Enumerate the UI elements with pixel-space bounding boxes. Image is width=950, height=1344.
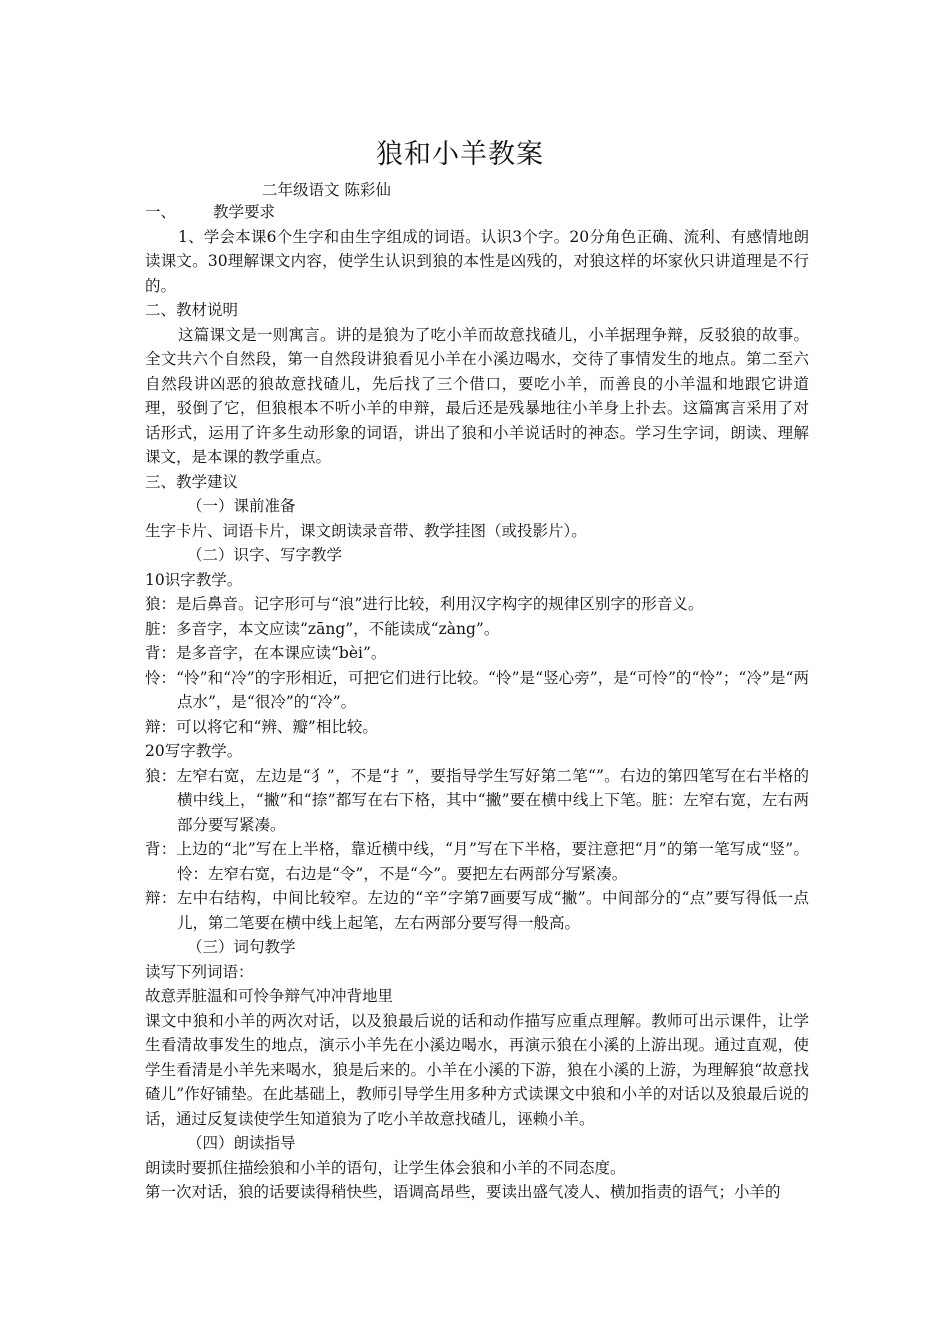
section-heading-3: 三、教学建议 bbox=[145, 472, 239, 491]
paragraph: 这篇课文是一则寓言。讲的是狼为了吃小羊而故意找碴儿，小羊据理争辩，反驳狼的故事。全文共六个自然段，第一自然段讲狼看见小羊在小溪边喝水，交待了事情发生的地点。第二至六自然段讲凶恶的狼故意找碴儿，先后找了三个借口，要吃小羊，而善良的小羊温和地跟它讲道理，驳倒了它，但狼根本不听小羊的申辩，最后还是残暴地往小羊身上扑去。这篇寓言采用了对话形式，运用了许多生动形象的词语，讲出了狼和小羊说话时的神态。学习生字词，朗读、理解课文，是本课的教学重点。 bbox=[145, 325, 809, 466]
subsection-heading: （三）词句教学 bbox=[187, 938, 296, 956]
paragraph: 辩：左中右结构，中间比较窄。左边的“辛”字第7画要写成“撇”。中间部分的“点”要写得低一点儿，第二笔要在横中线上起笔，左右两部分要写得一般高。 bbox=[145, 889, 809, 932]
subsection-heading: （一）课前准备 bbox=[187, 497, 296, 515]
page-title: 狼和小羊教案 bbox=[376, 139, 544, 170]
subsection-heading: （二）识字、写字教学 bbox=[187, 546, 343, 564]
paragraph: 10识字教学。 bbox=[145, 570, 243, 589]
paragraph: 狼：左窄右宽，左边是“犭”，不是“扌”，要指导学生写好第二笔“”。右边的第四笔写在右半格的横中线上，“撇”和“捺”都写在右下格，其中“撇”要在横中线上下笔。脏：左窄右宽，左右两部分要写紧凑。 bbox=[145, 766, 809, 834]
paragraph: 朗读时要抓住描绘狼和小羊的语句，让学生体会狼和小羊的不同态度。 bbox=[145, 1158, 626, 1177]
section-heading-1 bbox=[145, 200, 809, 225]
paragraph: 背：是多音字，在本课应读“bèi”。 bbox=[145, 644, 387, 662]
paragraph: 辩：可以将它和“辨、瓣”相比较。 bbox=[145, 717, 378, 736]
section-title: 教学要求 bbox=[213, 203, 276, 221]
section-heading-2: 二、教材说明 bbox=[145, 301, 239, 319]
paragraph: 狼：是后鼻音。记字形可与“浪”进行比较，利用汉字构字的规律区别字的形音义。 bbox=[145, 595, 704, 613]
paragraph: 1、学会本课6个生字和由生字组成的词语。认识3个字。20分角色正确、流利、有感情地朗读课文。30理解课文内容，使学生认识到狼的本性是凶残的，对狼这样的坏家伙只讲道理是不行的。 bbox=[145, 227, 809, 295]
paragraph: 故意弄脏温和可怜争辩气冲冲背地里 bbox=[145, 987, 394, 1005]
paragraph: 生字卡片、词语卡片，课文朗读录音带、教学挂图（或投影片）。 bbox=[145, 521, 587, 540]
author-line: 二年级语文 陈彩仙 bbox=[262, 181, 391, 199]
paragraph: 怜：“怜”和“冷”的字形相近，可把它们进行比较。“怜”是“竖心旁”，是“可怜”的“怜”；“冷”是“两点水”，是“很冷”的“冷”。 bbox=[145, 668, 809, 711]
paragraph: 20写字教学。 bbox=[145, 742, 243, 760]
paragraph: 读写下列词语： bbox=[145, 962, 254, 981]
document-body bbox=[145, 200, 809, 1205]
subsection-heading: （四）朗读指导 bbox=[187, 1134, 296, 1152]
section-number: 一、 bbox=[145, 203, 177, 221]
paragraph: 课文中狼和小羊的两次对话，以及狼最后说的话和动作描写应重点理解。教师可出示课件，让学生看清故事发生的地点，演示小羊先在小溪边喝水，再演示狼在小溪的上游出现。通过直观，使学生看清是小羊先来喝水，狼是后来的。小羊在小溪的下游，狼在小溪的上游，为理解狼“故意找碴儿”作好铺垫。在此基础上，教师引导学生用多种方式读课文中狼和小羊的对话以及狼最后说的话，通过反复读使学生知道狼为了吃小羊故意找碴儿，诬赖小羊。 bbox=[145, 1011, 809, 1128]
paragraph: 背：上边的“北”写在上半格，靠近横中线，“月”写在下半格，要注意把“月”的第一笔写成“竖”。怜：左窄右宽，右边是“令”，不是“今”。要把左右两部分写紧凑。 bbox=[145, 840, 809, 883]
paragraph: 第一次对话，狼的话要读得稍快些，语调高昂些，要读出盛气凌人、横加指责的语气；小羊的 bbox=[145, 1183, 781, 1201]
paragraph: 脏：多音字，本文应读“zāng”，不能读成“zàng”。 bbox=[145, 619, 500, 638]
